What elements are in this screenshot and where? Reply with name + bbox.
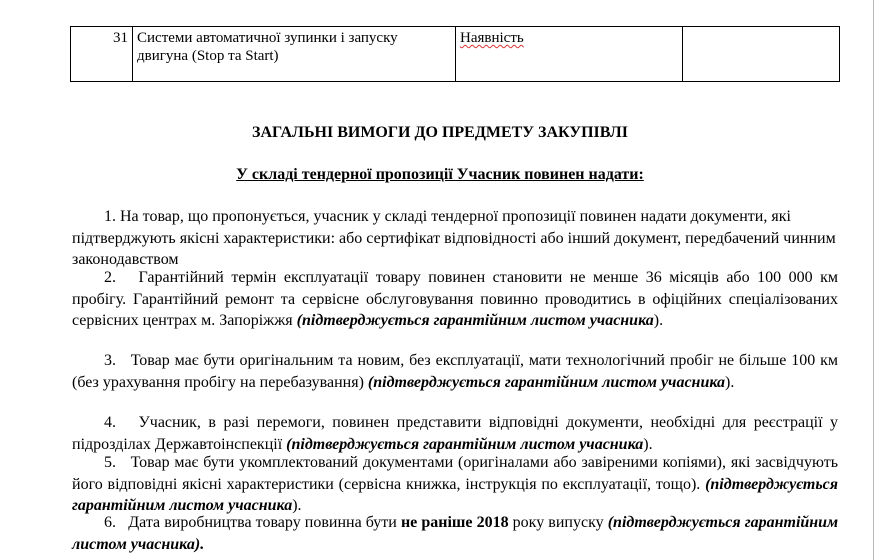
requirement-note: (підтверджується гарантійним листом учасника xyxy=(296,312,654,329)
requirement-number: 6. xyxy=(104,514,116,531)
requirement-text: На товар, що пропонується, учасник у складі тендерної пропозиції повинен надати документи, які підтверджують якісні характеристики: або сертифікат відповідності або інший документ, передбачений чинним законодавством xyxy=(72,208,836,268)
requirement-text: Гарантійний термін експлуатації товару повинен становити не менше 36 місяців або 100 000 км пробігу. Гарантійний ремонт та сервісне обслуговування повинно проводитись в офіційних спеціалізованих сервісних центрах м. Запоріжжя xyxy=(72,269,839,329)
section-subheading: У складі тендерної пропозиції Учасник повинен надати: xyxy=(236,166,644,183)
requirement-5 xyxy=(72,452,838,517)
row-number: 31 xyxy=(71,27,133,82)
requirement-number: 3. xyxy=(104,352,116,369)
section-heading: ЗАГАЛЬНІ ВИМОГИ ДО ПРЕДМЕТУ ЗАКУПІВЛІ xyxy=(252,124,628,141)
requirement-4 xyxy=(72,412,838,455)
requirement-tail: ). xyxy=(643,435,653,453)
requirement-note: (підтверджується гарантійним листом учасника). xyxy=(72,514,839,553)
requirement-6 xyxy=(72,512,838,555)
requirement-tail: ). xyxy=(725,373,735,391)
requirement-text: Учасник, в разі перемоги, повинен представити відповідні документи, необхідні для реєстрації у підрозділах Державтоінспекції xyxy=(72,414,839,453)
requirement-number: 4. xyxy=(104,414,116,431)
page-edge xyxy=(873,0,874,560)
requirement-tail: ). xyxy=(292,497,302,514)
requirement-1 xyxy=(72,206,838,271)
requirement-text-after: року випуску xyxy=(508,514,608,531)
requirement-note: (підтверджується гарантійним листом учасника xyxy=(367,373,726,391)
requirement-number: 2. xyxy=(104,269,116,286)
table-row xyxy=(71,27,840,82)
row-presence xyxy=(456,27,683,82)
requirement-number: 1. xyxy=(104,208,116,225)
requirement-number: 5. xyxy=(104,454,116,471)
spec-table xyxy=(70,26,840,82)
requirement-text: Дата виробництва товару повинна бути xyxy=(128,514,401,531)
requirement-2 xyxy=(72,267,838,332)
requirement-note: (підтверджується гарантійним листом учасника xyxy=(72,475,838,514)
row-extra xyxy=(683,27,840,82)
row-name: Системи автоматичної зупинки і запуску двигуна (Stop та Start) xyxy=(133,27,456,82)
requirement-text: Товар має бути оригінальним та новим, без експлуатації, мати технологічний пробіг не більше 100 км (без урахування пробігу на перебазування) xyxy=(72,352,839,391)
requirement-3 xyxy=(72,350,838,393)
requirement-tail: ). xyxy=(653,312,664,329)
requirement-note: (підтверджується гарантійним листом учасника xyxy=(286,435,644,453)
requirement-bold: не раніше 2018 xyxy=(400,514,509,531)
row-presence-text: Наявність xyxy=(460,30,524,46)
requirement-text: Товар має бути укомплектований документами (оригіналами або завіреними копіями), які засвідчують його відповідні якісні характеристики (сервісна книжка, інструкція по експлуатації, тощо). xyxy=(72,454,839,493)
